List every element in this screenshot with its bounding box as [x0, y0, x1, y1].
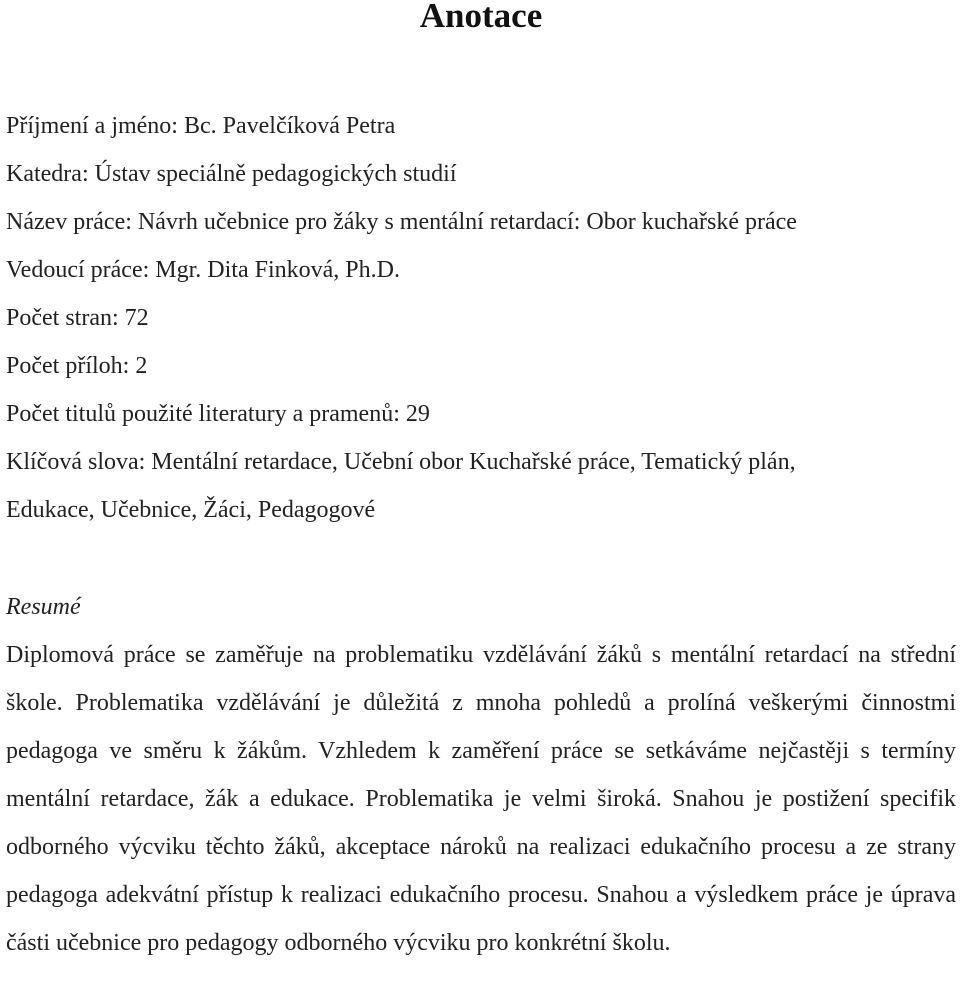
- keywords-line-continued: Edukace, Učebnice, Žáci, Pedagogové: [6, 497, 376, 523]
- document-title: Anotace: [419, 0, 543, 35]
- keywords-line: Klíčová slova: Mentální retardace, Učební obor Kuchařské práce, Tematický plán,: [6, 449, 796, 475]
- supervisor-line: Vedoucí práce: Mgr. Dita Finková, Ph.D.: [6, 257, 400, 283]
- department-line: Katedra: Ústav speciálně pedagogických studií: [6, 161, 457, 187]
- document-page: [6, 0, 956, 967]
- author-name-line: Příjmení a jméno: Bc. Pavelčíková Petra: [6, 113, 396, 139]
- page-count-line: Počet stran: 72: [6, 305, 149, 331]
- thesis-title-line: Název práce: Návrh učebnice pro žáky s mentální retardací: Obor kuchařské práce: [6, 209, 797, 235]
- resume-paragraph: Diplomová práce se zaměřuje na problematiku vzdělávání žáků s mentální retardací na střední škole. Problematika vzdělávání je důležitá z mnoha pohledů a prolíná veškerými činnostmi pedagoga ve směru k žákům. Vzhledem k zaměření práce se setkáváme nejčastěji s termíny mentální retardace, žák a edukace. Problematika je velmi široká. Snahou je postižení specifik odborného výcviku těchto žáků, akceptace nároků na realizaci edukačního procesu a ze strany pedagoga adekvátní přístup k realizaci edukačního procesu. Snahou a výsledkem práce je úprava části učebnice pro pedagogy odborného výcviku pro konkrétní školu.: [6, 642, 956, 956]
- resume-heading: Resumé: [6, 594, 81, 620]
- appendix-count-line: Počet příloh: 2: [6, 353, 148, 379]
- metadata-block: [6, 102, 956, 534]
- reference-count-line: Počet titulů použité literatury a pramenů: 29: [6, 401, 430, 427]
